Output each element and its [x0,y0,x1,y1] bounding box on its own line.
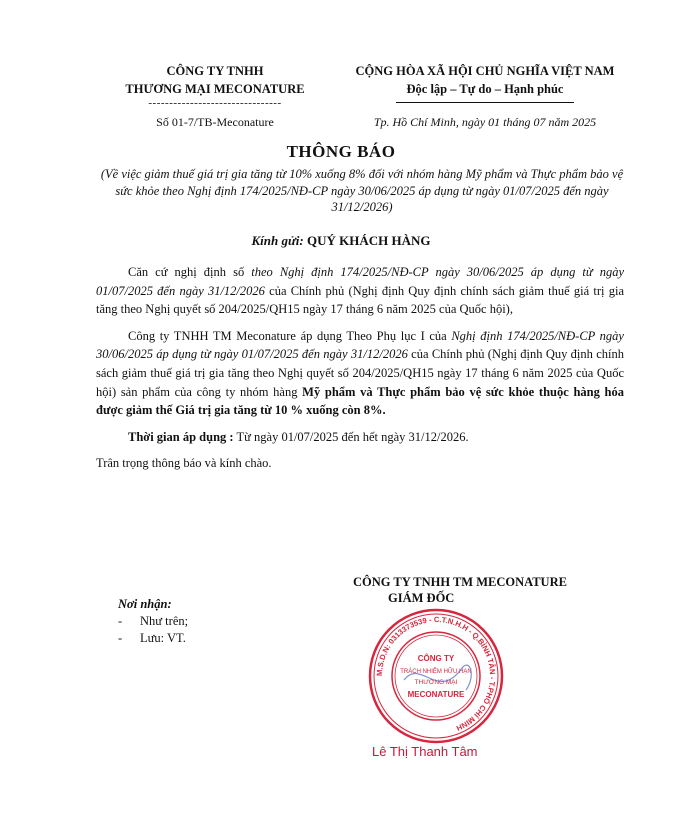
national-header [340,62,630,103]
recipients-block [118,596,188,647]
seal-ring-text: M.S.D.N: 0313373539 - C.T.N.H.H - Q.BÌNH TÂN - T.PHỐ CHÍ MINH [374,614,498,733]
signer-name: Lê Thị Thanh Tâm [372,744,478,759]
recipient-item: - Như trên; [118,614,189,628]
recipients-label: Nơi nhận: [118,597,172,611]
motto-underline [396,102,574,103]
company-underline: -------------------------------- [148,97,282,109]
paragraph-legal-basis [96,263,624,319]
notice-subject: (Về việc giảm thuế giá trị gia tăng từ 10% xuống 8% đối với nhóm hàng Mỹ phẩm và Thực phẩm bảo vệ sức khỏe theo Nghị định 174/2025/NĐ-CP ngày 30/06/2025 áp dụng từ ngày 01/07/2025 đến ngày 31/12/2026) [100,167,624,214]
p1-text-c: của Chính phủ (Nghị định Quy định chính sách giảm thuế giá trị gia tăng theo Nghị quyết số 204/2025/QH15 ngày 17 tháng 6 năm 2025 của Quốc hội), [96,283,624,317]
place-date: Tp. Hồ Chí Minh, ngày 01 tháng 07 năm 2025 [373,115,597,129]
document-number: Số 01-7/TB-Meconature [156,115,274,129]
p1-text-decree: theo Nghị định 174/2025/NĐ-CP ngày 30/06/2025 áp dụng từ ngày 01/07/2025 đến ngày 31/12/2026 [96,265,624,298]
paragraph-application [96,327,624,420]
greeting-label: Kính gửi: [251,233,304,248]
seal-line3: THƯƠNG MẠI [414,679,458,686]
signature-organization: CÔNG TY TNHH TM MECONATURE [353,575,567,589]
country-name: CỘNG HÒA XÃ HỘI CHỦ NGHĨA VIỆT NAM [355,64,615,78]
effective-time-value: Từ ngày 01/07/2025 đến hết ngày 31/12/2026. [233,429,469,444]
seal-line4: MECONATURE [407,690,465,699]
greeting-recipient: QUÝ KHÁCH HÀNG [306,233,431,248]
company-name-line1: CÔNG TY TNHH [166,64,264,78]
national-motto: Độc lập – Tự do – Hạnh phúc [406,82,564,96]
paragraph-effective-time [96,428,624,447]
company-name-line2: THƯƠNG MẠI MECONATURE [125,82,305,96]
p2-text-c: của Chính phủ (Nghị định Quy định chính sách giảm thuế giá trị gia tăng theo Nghị quyết số 204/2025/QH15 ngày 17 tháng 6 năm 2025 của Quốc hội) sản phẩm của công ty nhóm hàng [96,347,624,399]
recipient-item: - Lưu: VT. [118,631,186,645]
signature-title: GIÁM ĐỐC [388,591,455,605]
company-seal [366,606,506,746]
issuer-header [100,62,330,108]
p1-text-a: Căn cứ nghị định số [128,265,252,279]
notice-body [96,263,624,481]
seal-line1: CÔNG TY [417,654,455,663]
notice-title: THÔNG BÁO [286,142,396,161]
effective-time-label: Thời gian áp dụng : [128,429,234,444]
closing-line: Trân trọng thông báo và kính chào. [96,456,272,471]
p2-text-highlight: Mỹ phẩm và Thực phẩm bảo vệ sức khỏe thuộc hàng hóa được giảm thế Giá trị gia tăng từ 10 % xuống còn 8%. [96,384,624,418]
seal-line2: TRÁCH NHIỆM HỮU HẠN [400,669,472,675]
p2-text-decree: Nghị định 174/2025/NĐ-CP ngày 30/06/2025 áp dụng từ ngày 01/07/2025 đến ngày 31/12/2026 [96,328,624,362]
greeting [0,233,682,249]
p2-text-a: Công ty TNHH TM Meconature áp dụng Theo Phụ lục I của [128,328,452,343]
